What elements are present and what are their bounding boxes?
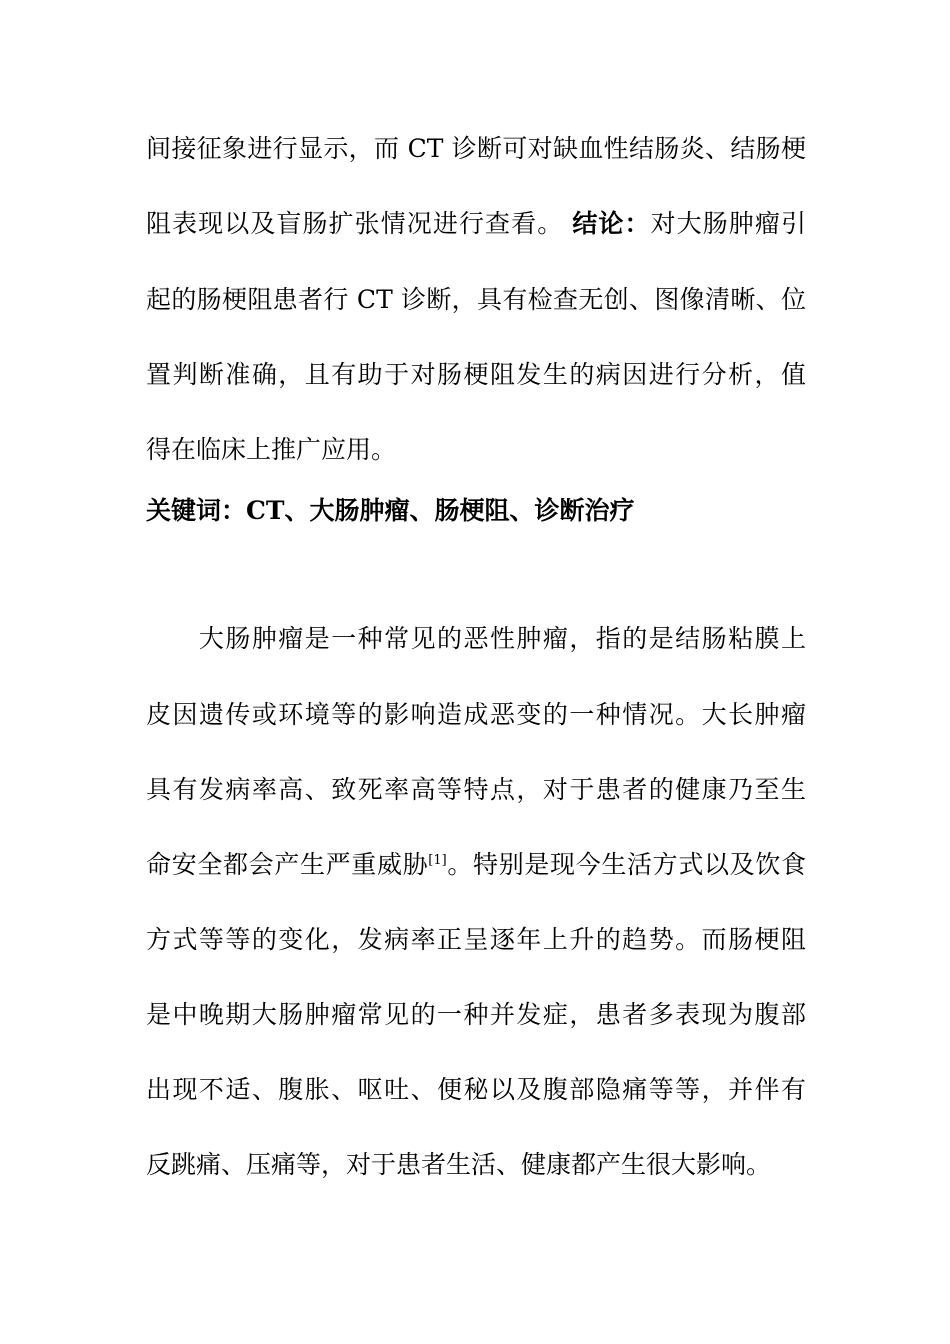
body-line-6: 是中晚期大肠肿瘤常见的一种并发症，患者多表现为腹部	[146, 1000, 806, 1029]
body-line-5: 方式等等的变化，发病率正呈逐年上升的趋势。而肠梗阻	[146, 925, 806, 954]
abstract-line-1: 间接征象进行显示，而 CT 诊断可对缺血性结肠炎、结肠梗	[146, 134, 806, 163]
abstract-line-3: 起的肠梗阻患者行 CT 诊断，具有检查无创、图像清晰、位	[146, 285, 806, 314]
body-line-4	[146, 848, 806, 882]
body-line-2: 皮因遗传或环境等的影响造成恶变的一种情况。大长肿瘤	[146, 700, 806, 729]
abstract-line-4: 置判断准确，且有助于对肠梗阻发生的病因进行分析，值	[146, 360, 806, 389]
body-line-3: 具有发病率高、致死率高等特点，对于患者的健康乃至生	[146, 775, 806, 804]
body-line-7: 出现不适、腹胀、呕吐、便秘以及腹部隐痛等等，并伴有	[146, 1075, 806, 1104]
abstract-line-2-tail: 对大肠肿瘤引	[650, 209, 806, 238]
body-line-4-tail: 。特别是现今生活方式以及饮食	[446, 850, 806, 879]
body-line-1: 大肠肿瘤是一种常见的恶性肿瘤，指的是结肠粘膜上	[146, 624, 806, 653]
conclusion-label: 结论：	[572, 209, 651, 238]
abstract-line-2-text: 阻表现以及盲肠扩张情况进行查看。	[146, 209, 564, 238]
body-line-8: 反跳痛、压痛等，对于患者生活、健康都产生很大影响。	[146, 1150, 772, 1179]
citation-ref: [1]	[428, 853, 447, 868]
abstract-line-2	[146, 207, 806, 241]
abstract-line-5: 得在临床上推广应用。	[146, 435, 397, 464]
keywords-line: 关键词：CT、大肠肿瘤、肠梗阻、诊断治疗	[146, 496, 635, 525]
body-line-4-text: 命安全都会产生严重威胁	[146, 850, 429, 879]
